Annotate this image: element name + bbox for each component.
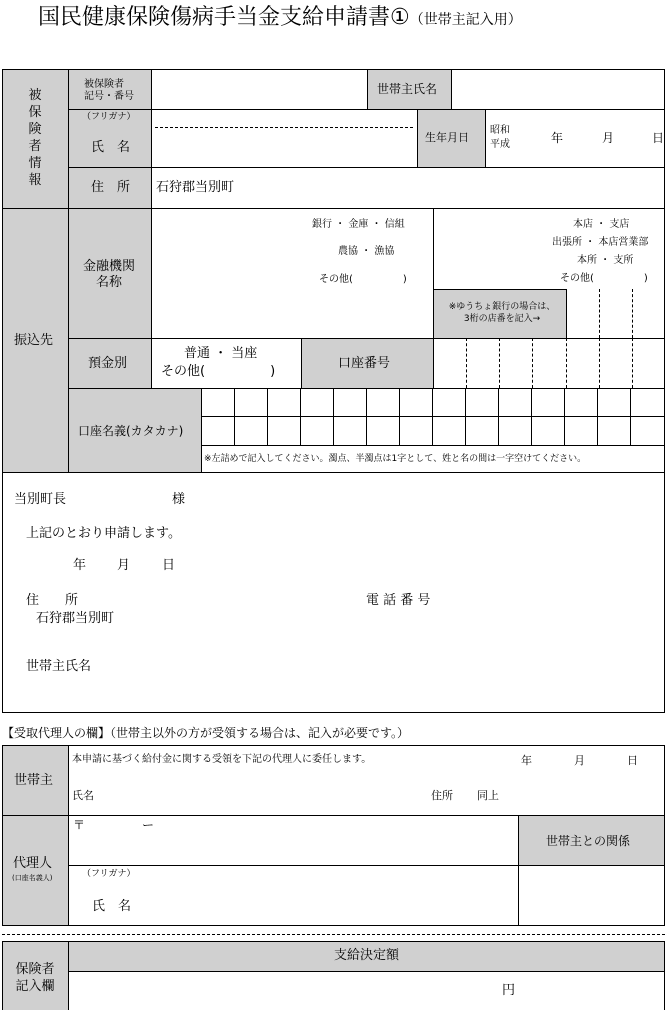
- birth-month-label: 月: [602, 131, 615, 145]
- account-number-label: 口座番号: [338, 356, 391, 371]
- insured-number-label: 被保険者 記号・番号: [84, 79, 134, 102]
- relation-label: 世帯主との関係: [546, 834, 631, 848]
- era-heisei[interactable]: 平成: [490, 139, 510, 150]
- date-day-label: 日: [162, 558, 176, 573]
- form-title: [38, 7, 522, 29]
- honorific-label: 様: [172, 492, 186, 507]
- institution-types-other[interactable]: その他( ): [319, 274, 407, 285]
- applicant-head-name-field[interactable]: [100, 655, 500, 679]
- applicant-head-name-label: 世帯主氏名: [26, 659, 92, 674]
- amount-label: 支給決定額: [334, 948, 400, 963]
- insured-address-value[interactable]: 石狩郡当別町: [156, 180, 235, 195]
- agent-head-label: 世帯主: [14, 773, 54, 788]
- agent-section-title: 【受取代理人の欄】（世帯主以外の方が受領する場合は、記入が必要です。）: [2, 726, 410, 740]
- relation-field[interactable]: [519, 866, 664, 925]
- title-sub: （世帯主記入用）: [409, 12, 522, 28]
- era-showa[interactable]: 昭和: [490, 125, 510, 136]
- mayor-label: 当別町長: [14, 492, 67, 507]
- date-month-label: 月: [117, 558, 131, 573]
- branch-types-3[interactable]: 本所 ・ 支所: [577, 255, 634, 266]
- insured-name-field[interactable]: [152, 128, 416, 166]
- date-year-label: 年: [73, 558, 87, 573]
- applicant-phone-field[interactable]: [460, 590, 660, 614]
- delegation-year-label: 年: [521, 754, 532, 767]
- furigana-label: （フリガナ）: [82, 112, 136, 122]
- branch-types-other[interactable]: その他( ): [560, 273, 648, 284]
- birth-day-label: 日: [652, 131, 665, 145]
- agent-sub-label: (口座名義人): [12, 874, 53, 882]
- agent-name-field[interactable]: [140, 885, 510, 921]
- delegation-month-label: 月: [574, 754, 585, 767]
- yen-label: 円: [502, 983, 516, 998]
- insured-number-field[interactable]: [152, 70, 366, 108]
- insured-furigana-field[interactable]: [152, 110, 416, 126]
- institution-name-field[interactable]: [152, 209, 302, 337]
- agent-furigana-label: （フリガナ）: [82, 869, 136, 879]
- postal-dash: ー: [142, 818, 155, 832]
- insured-section-label: 被 保 険 者 情 報: [28, 88, 42, 188]
- account-name-note: ※左詰めで記入してください。濁点、半濁点は1字として、姓と名の間は一字空けてください。: [204, 454, 587, 464]
- agent-head-address-same: 同上: [477, 789, 499, 802]
- applicant-address-value[interactable]: 石狩郡当別町: [36, 611, 115, 626]
- institution-types-2[interactable]: 農協 ・ 漁協: [338, 246, 395, 257]
- agent-head-address-label: 住所: [431, 789, 453, 802]
- agent-address-field[interactable]: [69, 816, 517, 864]
- agent-head-name-field[interactable]: [100, 783, 420, 807]
- institution-label: 金融機関 名称: [82, 259, 135, 290]
- postal-mark: 〒: [73, 818, 86, 832]
- applicant-address-label: 住 所: [26, 593, 79, 608]
- agent-label: 代理人: [13, 856, 53, 871]
- delegation-text: 本申請に基づく給付金に関する受領を下記の代理人に委任します。: [72, 754, 372, 765]
- statement-text: 上記のとおり申請します。: [26, 526, 181, 541]
- deposit-type-label: 預金別: [88, 356, 128, 371]
- birth-year-label: 年: [551, 131, 564, 145]
- branch-types-2[interactable]: 出張所 ・ 本店営業部: [552, 237, 649, 248]
- title-main: 国民健康保険傷病手当金支給申請書①: [38, 5, 410, 30]
- yucho-note: ※ゆうちょ銀行の場合は、 3桁の店番を記入→: [448, 302, 556, 324]
- account-name-label: 口座名義(カタカナ): [78, 424, 184, 438]
- deposit-type-options-2[interactable]: その他( ): [161, 364, 276, 379]
- phone-label: 電 話 番 号: [366, 593, 431, 608]
- delegation-day-label: 日: [627, 754, 638, 767]
- insured-name-label: 氏 名: [91, 140, 131, 155]
- amount-field[interactable]: [69, 972, 499, 1009]
- institution-types-1[interactable]: 銀行 ・ 金庫 ・ 信組: [312, 219, 405, 230]
- head-name-label: 世帯主氏名: [377, 82, 438, 96]
- insurer-label: 保険者 記入欄: [15, 962, 55, 994]
- agent-name-label: 氏 名: [92, 899, 132, 914]
- head-name-field[interactable]: [452, 70, 664, 108]
- agent-head-name-label: 氏名: [72, 789, 94, 802]
- bank-section-label: 振込先: [14, 333, 54, 348]
- insured-address-label: 住 所: [91, 180, 131, 195]
- deposit-type-options-1[interactable]: 普通 ・ 当座: [184, 346, 258, 361]
- separator-line: [2, 934, 665, 935]
- birth-label: 生年月日: [425, 131, 469, 144]
- branch-types-1[interactable]: 本店 ・ 支店: [573, 219, 630, 230]
